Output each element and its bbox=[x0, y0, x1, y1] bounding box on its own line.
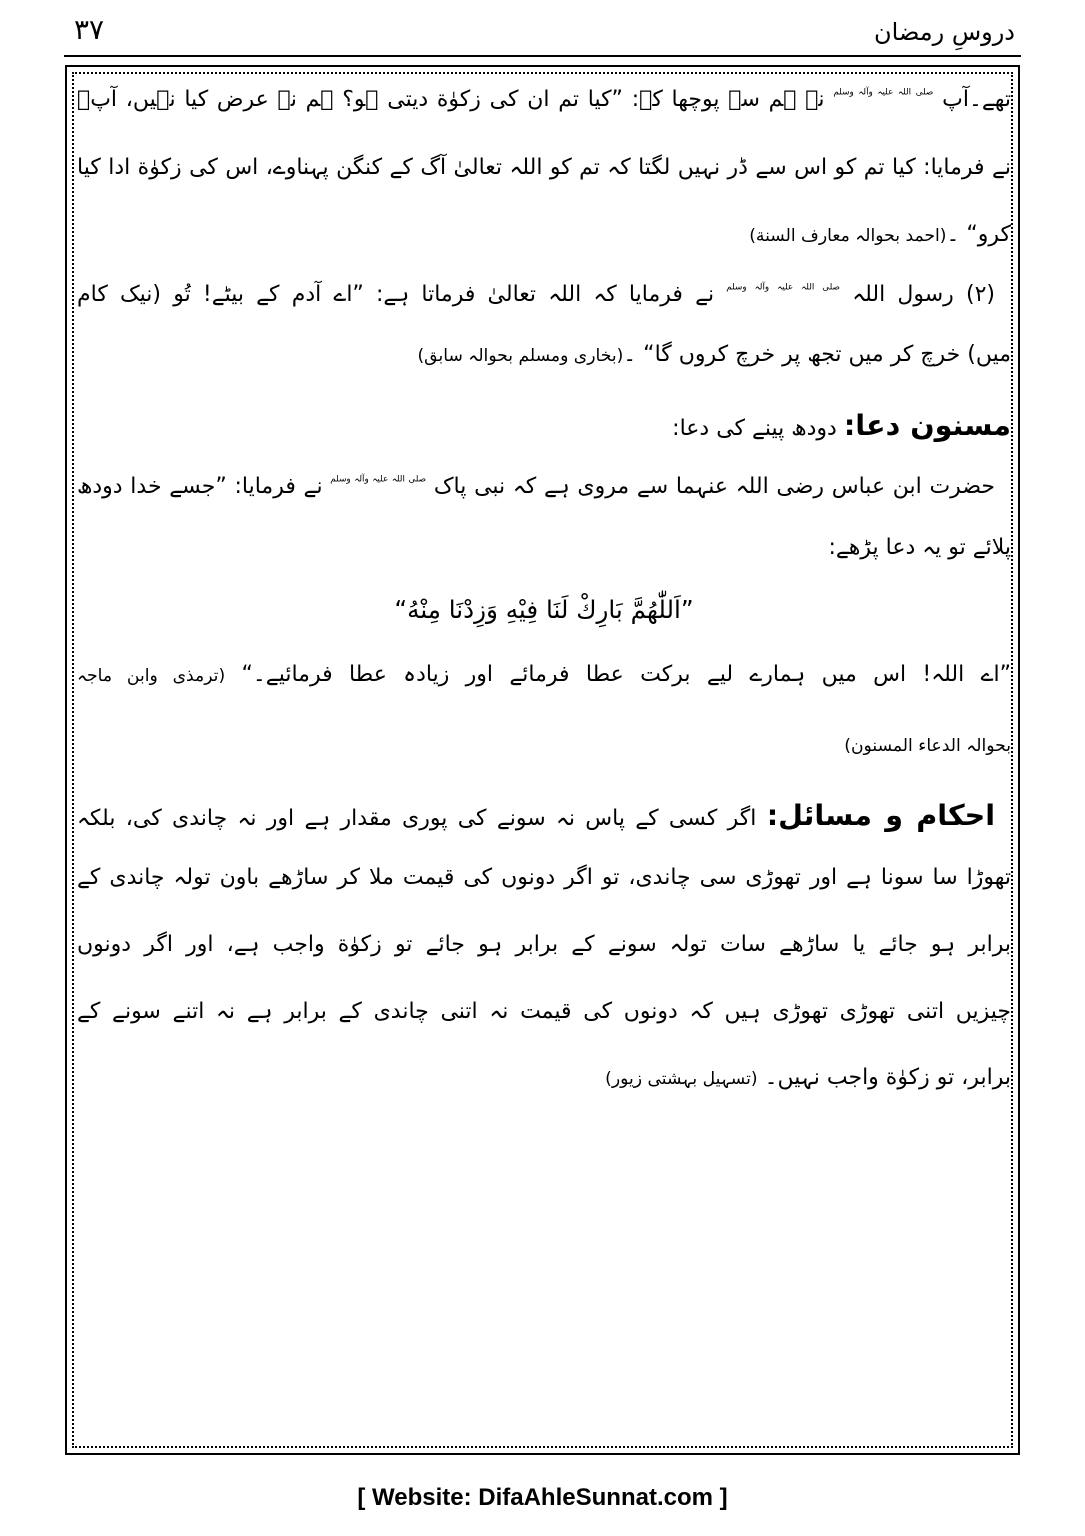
text-line: برابر ہو جائے یا ساڑھے سات تولہ سونے کے برابر ہو جائے تو زکوٰة واجب ہے، اور اگر دونوں bbox=[77, 932, 1011, 957]
text-line bbox=[77, 207, 1011, 263]
website-footer: [ Website: DifaAhleSunnat.com ] bbox=[357, 1484, 728, 1511]
text-line bbox=[77, 72, 1011, 128]
text-line bbox=[77, 717, 1011, 773]
citation: (تسہیل بہشتی زیور) bbox=[605, 1069, 758, 1089]
text-line: پلائے تو یہ دعا پڑھے: bbox=[828, 535, 1011, 560]
section-heading: مسنون دعا: bbox=[843, 408, 1011, 442]
section-heading: احکام و مسائل: bbox=[766, 798, 995, 832]
citation: (بخاری ومسلم بحوالہ سابق) bbox=[417, 346, 624, 366]
honorific-ligature: صلی اللہ علیہ وآلہ وسلم bbox=[726, 282, 841, 293]
honorific-ligature: صلی اللہ علیہ وآلہ وسلم bbox=[330, 474, 427, 485]
text-line bbox=[77, 459, 1011, 515]
section-heading-line bbox=[77, 787, 1011, 843]
section-heading-line bbox=[77, 397, 1011, 453]
text-segment: نے فرمایا کہ اللہ تعالیٰ فرماتا ہے: ”اے آدم کے بیٹے! تُو (نیک کام bbox=[77, 282, 715, 307]
text-segment: حضرت ابن عباس رضی اللہ عنہما سے مروی ہے کہ نبی پاک bbox=[433, 474, 995, 499]
honorific-ligature: صلی اللہ علیہ وآلہ وسلم bbox=[833, 87, 934, 98]
text-line: نے فرمایا: کیا تم کو اس سے ڈر نہیں لگتا کہ تم کو اللہ تعالیٰ آگ کے کنگن پہناوے، اس کی زکوٰة ادا کیا bbox=[77, 155, 1011, 180]
header-rule bbox=[64, 55, 1021, 57]
text-line: تھوڑا سا سونا ہے اور تھوڑی سی چاندی، تو اگر دونوں کی قیمت ملا کر ساڑھے باون تولہ چاندی کے bbox=[77, 865, 1011, 890]
citation: (احمد بحوالہ معارف السنة) bbox=[749, 226, 947, 246]
text-segment: کرو“ ۔ bbox=[946, 222, 1011, 247]
text-line bbox=[77, 1050, 1011, 1106]
page-number: ۳۷ bbox=[74, 13, 105, 46]
arabic-dua: ”اَللّٰهُمَّ بَارِكْ لَنَا فِيْهِ وَزِدْنَا مِنْهُ“ bbox=[394, 595, 694, 624]
text-line: چیزیں اتنی تھوڑی تھوڑی ہیں کہ دونوں کی قیمت نہ اتنی چاندی کے برابر ہے نہ اتنے سونے کے bbox=[77, 999, 1011, 1024]
dua-line bbox=[77, 582, 1011, 638]
book-title: دروسِ رمضان bbox=[874, 18, 1015, 46]
text-segment: میں) خرچ کر میں تجھ پر خرچ کروں گا“ ۔ bbox=[623, 342, 1011, 367]
text-line bbox=[77, 267, 1011, 323]
dua-translation: ”اے اللہ! اس میں ہمارے لیے برکت عطا فرمائے اور زیادہ عطا فرمائیے۔“ bbox=[241, 662, 1011, 687]
text-segment: برابر، تو زکوٰة واجب نہیں۔ bbox=[764, 1065, 1011, 1090]
text-line bbox=[77, 327, 1011, 383]
citation: (ترمذی وابن ماجہ bbox=[77, 666, 226, 686]
text-segment: نے فرمایا: ”جسے خدا دودھ bbox=[77, 474, 323, 499]
text-segment: (۲) رسول اللہ bbox=[852, 282, 995, 307]
citation: بحوالہ الدعاء المسنون) bbox=[844, 736, 1011, 756]
text-segment: نے ہم سے پوچھا کہ: ”کیا تم ان کی زکوٰة دیتی ہو؟ ہم نے عرض کیا نہیں، آپؐ bbox=[77, 87, 825, 112]
text-segment: اگر کسی کے پاس نہ سونے کی پوری مقدار ہے اور نہ چاندی کی، بلکہ bbox=[77, 806, 757, 831]
text-segment: تھے۔آپ bbox=[942, 87, 1011, 112]
section-subheading: دودھ پینے کی دعا: bbox=[672, 416, 837, 441]
text-line bbox=[77, 647, 1011, 703]
